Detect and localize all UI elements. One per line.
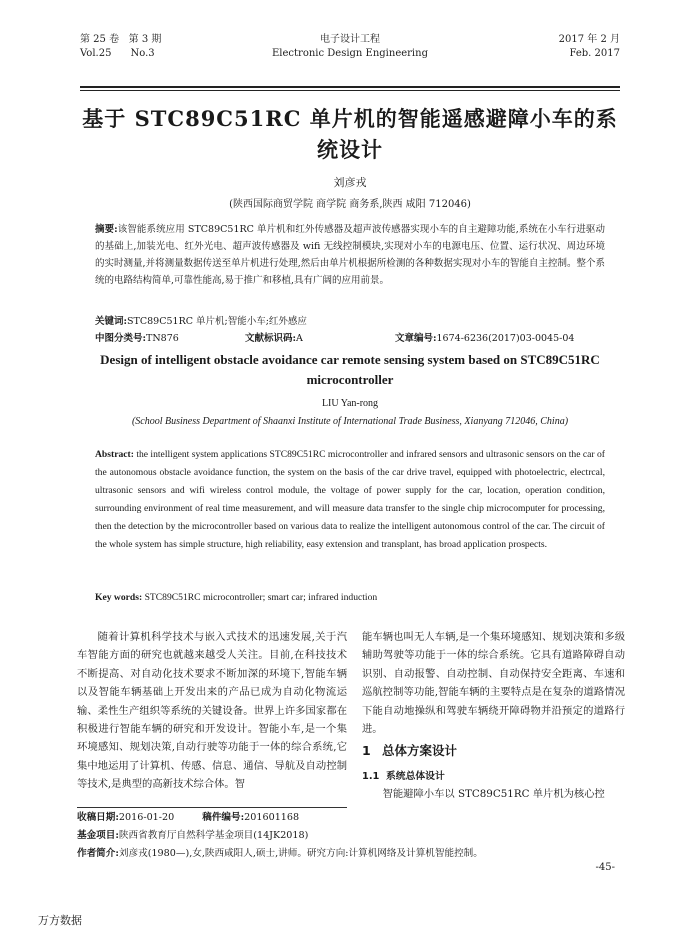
keywords-cn (95, 314, 605, 330)
date-en: Feb. 2017 (569, 48, 620, 59)
bio-label: 作者简介: (77, 848, 119, 859)
author-cn: 刘彦戎 (333, 176, 367, 189)
body-right-column (362, 628, 625, 738)
intro-paragraph-cont: 能车辆也叫无人车辆,是一个集环境感知、规划决策和多级辅助驾驶等功能于一体的综合系统。它具有道路障碍自动识别、自动报警、自动控制、自动保持安全距离、车速和巡航控制等功能,智能车辆的主要特点是在复杂的道路情况下能自动地操纵和驾驶车辆绕开障碍物并沿预定的道路行进。 (362, 631, 625, 736)
section-1-1-number: 1.1 (362, 771, 380, 782)
footnote-rule (77, 807, 347, 808)
body-left-column (77, 628, 347, 794)
keywords-en (95, 590, 605, 606)
received-date: 2016-01-20 (118, 812, 175, 823)
section-1-1-heading (362, 768, 625, 782)
keywords-en-label: Key words: (95, 592, 143, 603)
section-1-1-title: 系统总体设计 (386, 771, 445, 782)
date-cn: 2017 年 2 月 (558, 34, 620, 45)
volume-en: Vol.25 (80, 48, 112, 59)
footnote-dates (77, 811, 299, 825)
page-number: -45- (595, 862, 615, 873)
watermark: 万方数据 (38, 914, 82, 927)
keywords-cn-label: 关键词: (95, 316, 128, 327)
issue-cn: 第 3 期 (128, 34, 162, 45)
footnote-bio (77, 847, 483, 861)
received-label: 收稿日期: (77, 812, 119, 823)
abstract-en (95, 446, 605, 554)
clc-number: 中图分类号:TN876 (95, 333, 179, 344)
abstract-en-label: Abstract: (95, 449, 134, 460)
abstract-cn-label: 摘要: (95, 224, 118, 235)
header-rule (80, 86, 620, 88)
issue-en: No.3 (130, 48, 155, 59)
bio-value: 刘彦戎(1980—),女,陕西咸阳人,硕士,讲师。研究方向:计算机网络及计算机智能控制。 (118, 848, 483, 859)
intro-paragraph: 随着计算机科学技术与嵌入式技术的迅速发展,关于汽车智能方面的研究也就越来越受人关注。目前,在科技技术不断提高、对自动化技术要求不断加深的环境下,智能车辆以及智能车辆基础上开发出来的产品已成为自动化物流运输、柔性生产组织等系统的关键设备。世界上许多国家都在积极进行智能车辆的研究和开发设计。智能小车,是一个集环境感知、规划决策,自动行驶等功能于一体的综合系统,它集中地运用了计算机、传感、信息、通信、导航及自动控制等技术,是典型的高新技术综合体。智 (77, 631, 347, 791)
manuscript-label: 稿件编号: (202, 812, 245, 823)
footnote-fund (77, 829, 308, 843)
affiliation-en: (School Business Department of Shaanxi Institute of International Trade Business, Xianyang 712046, China) (131, 416, 569, 427)
abstract-cn (95, 221, 605, 289)
abstract-cn-text: 该智能系统应用 STC89C51RC 单片机和红外传感器及超声波传感器实现小车的自主避障功能,系统在小车行进驱动的基础上,加装光电、红外光电、超声波传感器及 wifi 无线控制模块,实现对小车的电源电压、位置、运行状况、周边环境的实时测量,并将测量数据传送至单片机进行处理,然后由单片机根据所检测的各种数据实现对小车的智能自主控制。整个系统的电路结构简单,可靠性能高,易于推广和移植,具有广阔的应用前景。 (95, 224, 605, 286)
journal-name-en: Electronic Design Engineering (272, 48, 428, 59)
keywords-cn-text: STC89C51RC 单片机;智能小车;红外感应 (127, 316, 307, 327)
paper-title-cn: 基于 STC89C51RC 单片机的智能遥感避障小车的系统设计 (82, 106, 618, 162)
author-en: LIU Yan-rong (321, 398, 379, 409)
issue-date (559, 33, 620, 61)
section-1-number: 1 (362, 743, 371, 758)
fund-value: 陕西省教育厅自然科学基金项目(14JK2018) (118, 830, 309, 841)
section-1-title: 总体方案设计 (382, 743, 458, 758)
article-number: 文章编号:1674-6236(2017)03-0045-04 (395, 333, 575, 344)
journal-name-cn: 电子设计工程 (320, 34, 380, 45)
paper-title-en: Design of intelligent obstacle avoidance car remote sensing system based on STC89C51RC microcontroller (100, 352, 600, 387)
keywords-en-text: STC89C51RC microcontroller; smart car; infrared induction (144, 592, 378, 603)
document-code: 文献标识码:A (245, 333, 303, 344)
fund-label: 基金项目: (77, 830, 119, 841)
volume-cn: 第 25 卷 (80, 34, 120, 45)
manuscript-number: 201601168 (244, 812, 300, 823)
abstract-en-text: the intelligent system applications STC89C51RC microcontroller and infrared sensors and ultrasonic sensors on the car of the autonomous obstacle avoidance function, the system on the basis of the car drive travel, equipped with photoelectric, electrcal, ultrasonic sensors and wifi wireless control module, the voltage of power supply for the car, location, operation condition, surrounding environment of real time measurement, and will measure data transfer to the single chip microcomputer for processing, then the detection by the microcontroller based on various data to realize the intelligent autonomous control of the car. The circuit of the whole system has simple structure, high reliability, easy extension and transplant, has broad application prospects. (95, 449, 605, 550)
header-rule-thin (80, 90, 620, 91)
section-1-1-paragraph: 智能避障小车以 STC89C51RC 单片机为核心控 (382, 788, 605, 800)
affiliation-cn: (陕西国际商贸学院 商学院 商务系,陕西 咸阳 712046) (229, 199, 471, 210)
section-1-heading (362, 741, 625, 759)
